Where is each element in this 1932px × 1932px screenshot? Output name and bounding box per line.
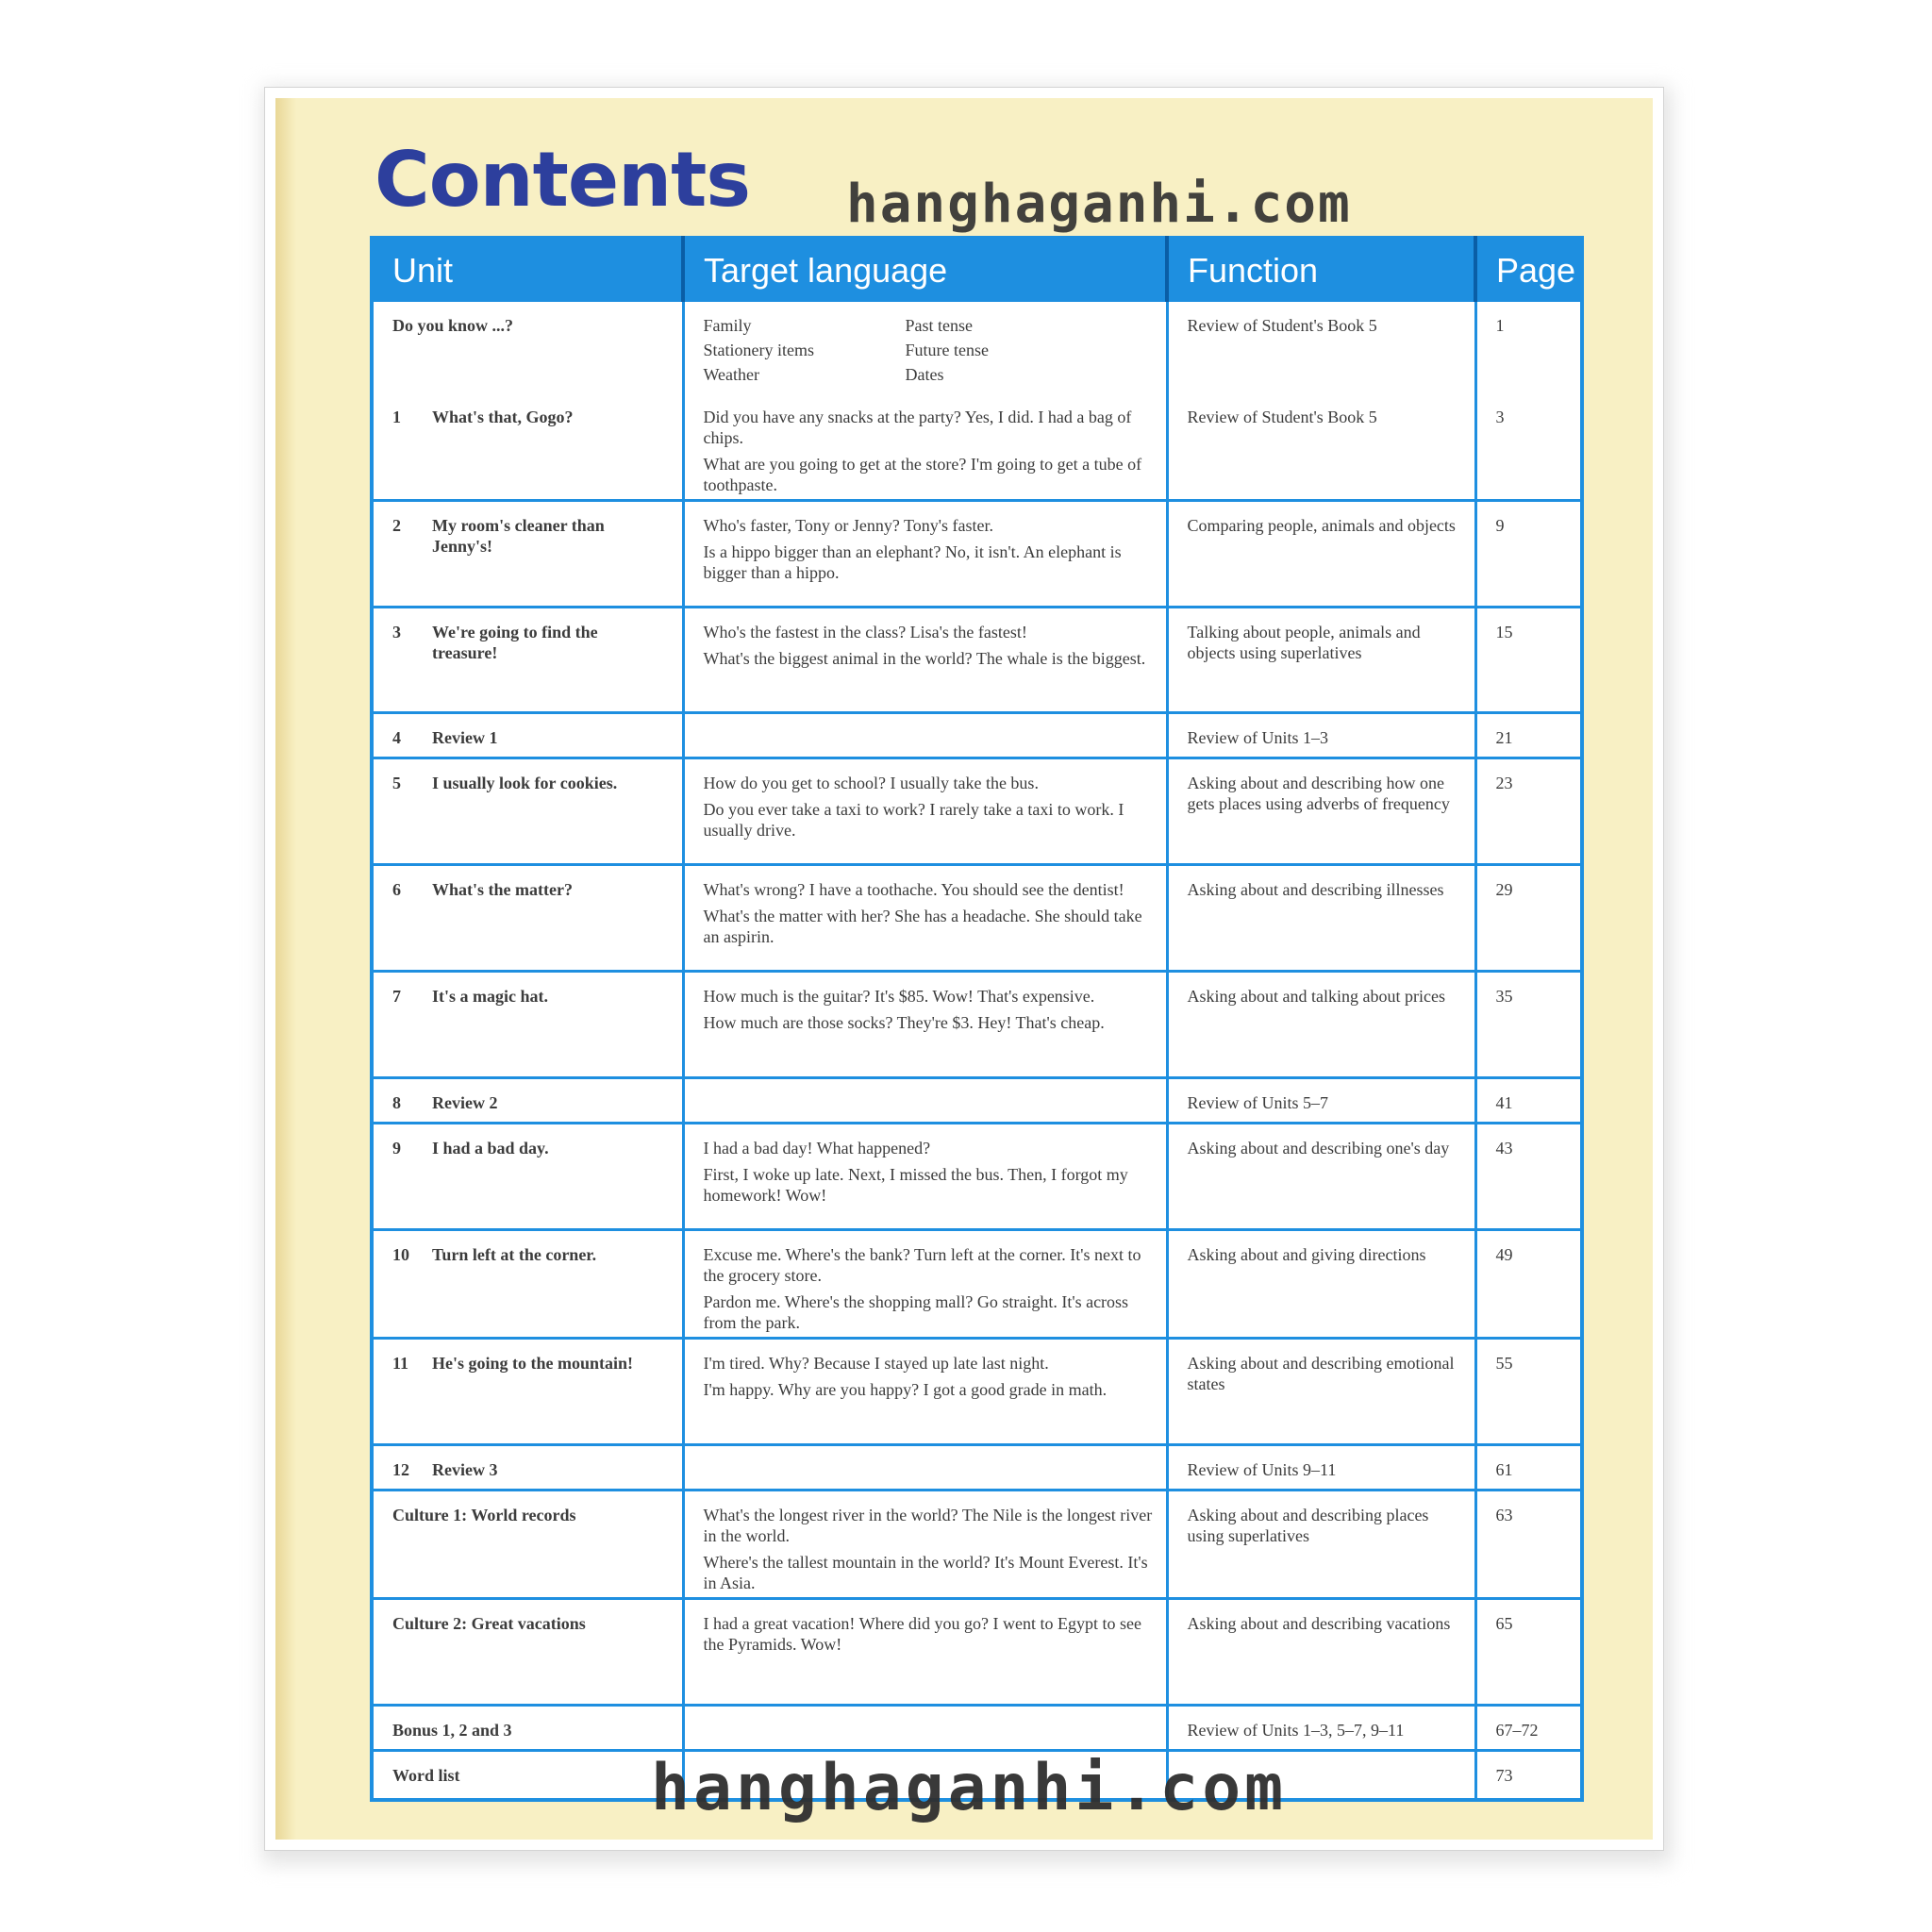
table-row xyxy=(372,1599,1582,1706)
language-example: What's the biggest animal in the world? The whale is the biggest. xyxy=(703,649,1146,668)
unit-number: 6 xyxy=(392,880,401,899)
target-language-cell xyxy=(683,758,1167,865)
function-cell: Review of Units 5–7 xyxy=(1167,1078,1475,1124)
language-example: Who's the fastest in the class? Lisa's the fastest! xyxy=(703,623,1027,641)
language-example: I had a great vacation! Where did you go? I went to Egypt to see the Pyramids. Wow! xyxy=(703,1614,1142,1654)
language-example: I'm happy. Why are you happy? I got a good grade in math. xyxy=(703,1380,1108,1399)
page-number-cell: 65 xyxy=(1475,1599,1582,1706)
language-example: Did you have any snacks at the party? Yes, I did. I had a bag of chips. xyxy=(703,408,1132,447)
language-topic: Weather xyxy=(703,365,760,384)
unit-cell xyxy=(372,865,683,972)
unit-cell xyxy=(372,758,683,865)
language-example: I had a bad day! What happened? xyxy=(703,1139,931,1158)
target-language-cell xyxy=(683,608,1167,713)
unit-number: 12 xyxy=(392,1460,409,1479)
unit-cell xyxy=(372,608,683,713)
language-example: Pardon me. Where's the shopping mall? Go straight. It's across from the park. xyxy=(703,1292,1129,1332)
table-row xyxy=(372,608,1582,713)
target-language-cell xyxy=(683,302,1167,393)
table-row xyxy=(372,758,1582,865)
language-example: How much is the guitar? It's $85. Wow! That's expensive. xyxy=(703,987,1095,1006)
page-number-cell: 29 xyxy=(1475,865,1582,972)
column-header-function: Function xyxy=(1167,238,1475,302)
table-row xyxy=(372,1339,1582,1445)
target-language-cell xyxy=(683,501,1167,608)
function-cell: Asking about and describing how one gets places using adverbs of frequency xyxy=(1167,758,1475,865)
page-number-cell: 15 xyxy=(1475,608,1582,713)
target-language-cell xyxy=(683,1706,1167,1751)
table-row xyxy=(372,1491,1582,1599)
language-example: Do you ever take a taxi to work? I rarely take a taxi to work. I usually drive. xyxy=(703,800,1124,840)
unit-title: He's going to the mountain! xyxy=(432,1354,634,1373)
page-title: Contents xyxy=(375,136,750,224)
unit-cell xyxy=(372,1599,683,1706)
unit-title: I usually look for cookies. xyxy=(432,774,618,792)
language-example: Is a hippo bigger than an elephant? No, it isn't. An elephant is bigger than a hippo. xyxy=(703,542,1122,582)
page-number-cell: 67–72 xyxy=(1475,1706,1582,1751)
unit-number: 7 xyxy=(392,987,401,1006)
unit-cell xyxy=(372,972,683,1078)
target-language-cell xyxy=(683,393,1167,501)
page-number-cell: 63 xyxy=(1475,1491,1582,1599)
unit-cell xyxy=(372,1230,683,1339)
function-cell: Asking about and describing one's day xyxy=(1167,1124,1475,1230)
language-example: First, I woke up late. Next, I missed the bus. Then, I forgot my homework! Wow! xyxy=(703,1165,1128,1205)
target-language-cell xyxy=(683,1124,1167,1230)
language-example: Where's the tallest mountain in the world? It's Mount Everest. It's in Asia. xyxy=(703,1553,1148,1592)
function-cell: Review of Student's Book 5 xyxy=(1167,302,1475,393)
unit-title: What's the matter? xyxy=(432,880,573,899)
page-number-cell: 9 xyxy=(1475,501,1582,608)
unit-title: Review 3 xyxy=(432,1460,498,1479)
unit-cell xyxy=(372,1751,683,1800)
unit-number: 4 xyxy=(392,728,401,747)
language-example: What's wrong? I have a toothache. You should see the dentist! xyxy=(703,880,1124,899)
target-language-cell xyxy=(683,1445,1167,1491)
language-topic: Stationery items xyxy=(703,341,814,359)
unit-title: My room's cleaner than Jenny's! xyxy=(432,516,605,556)
watermark-bottom: hanghaganhi.com xyxy=(651,1751,1288,1825)
language-example: Who's faster, Tony or Jenny? Tony's faster. xyxy=(703,516,994,535)
language-example: What's the longest river in the world? The Nile is the longest river in the world. xyxy=(703,1506,1153,1545)
unit-number: 2 xyxy=(392,516,401,535)
target-language-cell xyxy=(683,713,1167,758)
function-cell: Asking about and describing places using superlatives xyxy=(1167,1491,1475,1599)
unit-title: Bonus 1, 2 and 3 xyxy=(392,1721,512,1740)
unit-title: Word list xyxy=(392,1766,460,1785)
function-cell: Asking about and describing vacations xyxy=(1167,1599,1475,1706)
page-fold-shading xyxy=(275,98,296,1840)
unit-number: 5 xyxy=(392,774,401,792)
table-row xyxy=(372,1230,1582,1339)
page-number-cell: 23 xyxy=(1475,758,1582,865)
function-cell: Asking about and describing illnesses xyxy=(1167,865,1475,972)
page-number-cell: 49 xyxy=(1475,1230,1582,1339)
table-row xyxy=(372,865,1582,972)
table-header-row xyxy=(372,238,1582,302)
page-number-cell: 73 xyxy=(1475,1751,1582,1800)
unit-number: 1 xyxy=(392,408,401,426)
language-example: How do you get to school? I usually take the bus. xyxy=(703,774,1039,792)
unit-cell xyxy=(372,1124,683,1230)
unit-cell xyxy=(372,302,683,393)
page-number-cell: 55 xyxy=(1475,1339,1582,1445)
unit-cell xyxy=(372,1491,683,1599)
watermark-top: hanghaganhi.com xyxy=(846,174,1352,235)
unit-cell xyxy=(372,713,683,758)
unit-cell xyxy=(372,1706,683,1751)
column-header-unit: Unit xyxy=(372,238,683,302)
contents-page xyxy=(275,98,1653,1840)
contents-table xyxy=(370,236,1584,1802)
function-cell: Review of Units 1–3, 5–7, 9–11 xyxy=(1167,1706,1475,1751)
target-language-cell xyxy=(683,1339,1167,1445)
unit-number: 3 xyxy=(392,623,401,641)
language-topic: Past tense xyxy=(905,316,973,335)
table-row xyxy=(372,302,1582,393)
page-number-cell: 35 xyxy=(1475,972,1582,1078)
page-number-cell: 61 xyxy=(1475,1445,1582,1491)
column-header-target-language: Target language xyxy=(683,238,1167,302)
unit-title: Culture 1: World records xyxy=(392,1506,576,1524)
unit-number: 8 xyxy=(392,1093,401,1112)
target-language-cell xyxy=(683,1078,1167,1124)
table-row xyxy=(372,713,1582,758)
table-row xyxy=(372,972,1582,1078)
page-number-cell: 41 xyxy=(1475,1078,1582,1124)
unit-number: 10 xyxy=(392,1245,409,1264)
page-number-cell: 21 xyxy=(1475,713,1582,758)
unit-cell xyxy=(372,393,683,501)
unit-title: It's a magic hat. xyxy=(432,987,548,1006)
target-language-cell xyxy=(683,1230,1167,1339)
page-number-cell: 1 xyxy=(1475,302,1582,393)
function-cell: Talking about people, animals and objects using superlatives xyxy=(1167,608,1475,713)
unit-title: I had a bad day. xyxy=(432,1139,549,1158)
unit-title: Turn left at the corner. xyxy=(432,1245,597,1264)
function-cell: Asking about and giving directions xyxy=(1167,1230,1475,1339)
unit-title: We're going to find the treasure! xyxy=(432,623,598,662)
unit-cell xyxy=(372,1339,683,1445)
target-language-cell xyxy=(683,1599,1167,1706)
unit-cell xyxy=(372,1078,683,1124)
language-example: What's the matter with her? She has a headache. She should take an aspirin. xyxy=(703,907,1142,946)
unit-cell xyxy=(372,501,683,608)
language-example: What are you going to get at the store? I'm going to get a tube of toothpaste. xyxy=(703,455,1142,494)
target-language-cell xyxy=(683,1491,1167,1599)
function-cell: Asking about and talking about prices xyxy=(1167,972,1475,1078)
target-language-cell xyxy=(683,865,1167,972)
unit-title: Culture 2: Great vacations xyxy=(392,1614,586,1633)
unit-title: Review 1 xyxy=(432,728,498,747)
unit-number: 9 xyxy=(392,1139,401,1158)
column-header-page: Page xyxy=(1475,238,1582,302)
target-language-cell xyxy=(683,972,1167,1078)
table-row xyxy=(372,393,1582,501)
function-cell: Comparing people, animals and objects xyxy=(1167,501,1475,608)
unit-title: Do you know ...? xyxy=(392,316,514,335)
table-row xyxy=(372,501,1582,608)
table-row xyxy=(372,1078,1582,1124)
table-row xyxy=(372,1445,1582,1491)
unit-cell xyxy=(372,1445,683,1491)
language-example: I'm tired. Why? Because I stayed up late last night. xyxy=(703,1354,1049,1373)
table-row xyxy=(372,1124,1582,1230)
unit-title: Review 2 xyxy=(432,1093,498,1112)
language-example: Excuse me. Where's the bank? Turn left at the corner. It's next to the grocery store. xyxy=(703,1245,1141,1285)
function-cell: Asking about and describing emotional states xyxy=(1167,1339,1475,1445)
contents-rows xyxy=(372,393,1582,1800)
unit-title: What's that, Gogo? xyxy=(432,408,574,426)
language-example: How much are those socks? They're $3. Hey! That's cheap. xyxy=(703,1013,1105,1032)
language-topic: Future tense xyxy=(905,341,989,359)
language-topic: Dates xyxy=(905,365,944,384)
function-cell: Review of Units 9–11 xyxy=(1167,1445,1475,1491)
page-number-cell: 43 xyxy=(1475,1124,1582,1230)
unit-number: 11 xyxy=(392,1354,409,1373)
language-topic-grid xyxy=(704,315,1157,385)
function-cell: Review of Student's Book 5 xyxy=(1167,393,1475,501)
function-cell: Review of Units 1–3 xyxy=(1167,713,1475,758)
page-number-cell: 3 xyxy=(1475,393,1582,501)
language-topic: Family xyxy=(703,316,752,335)
table-row xyxy=(372,1706,1582,1751)
